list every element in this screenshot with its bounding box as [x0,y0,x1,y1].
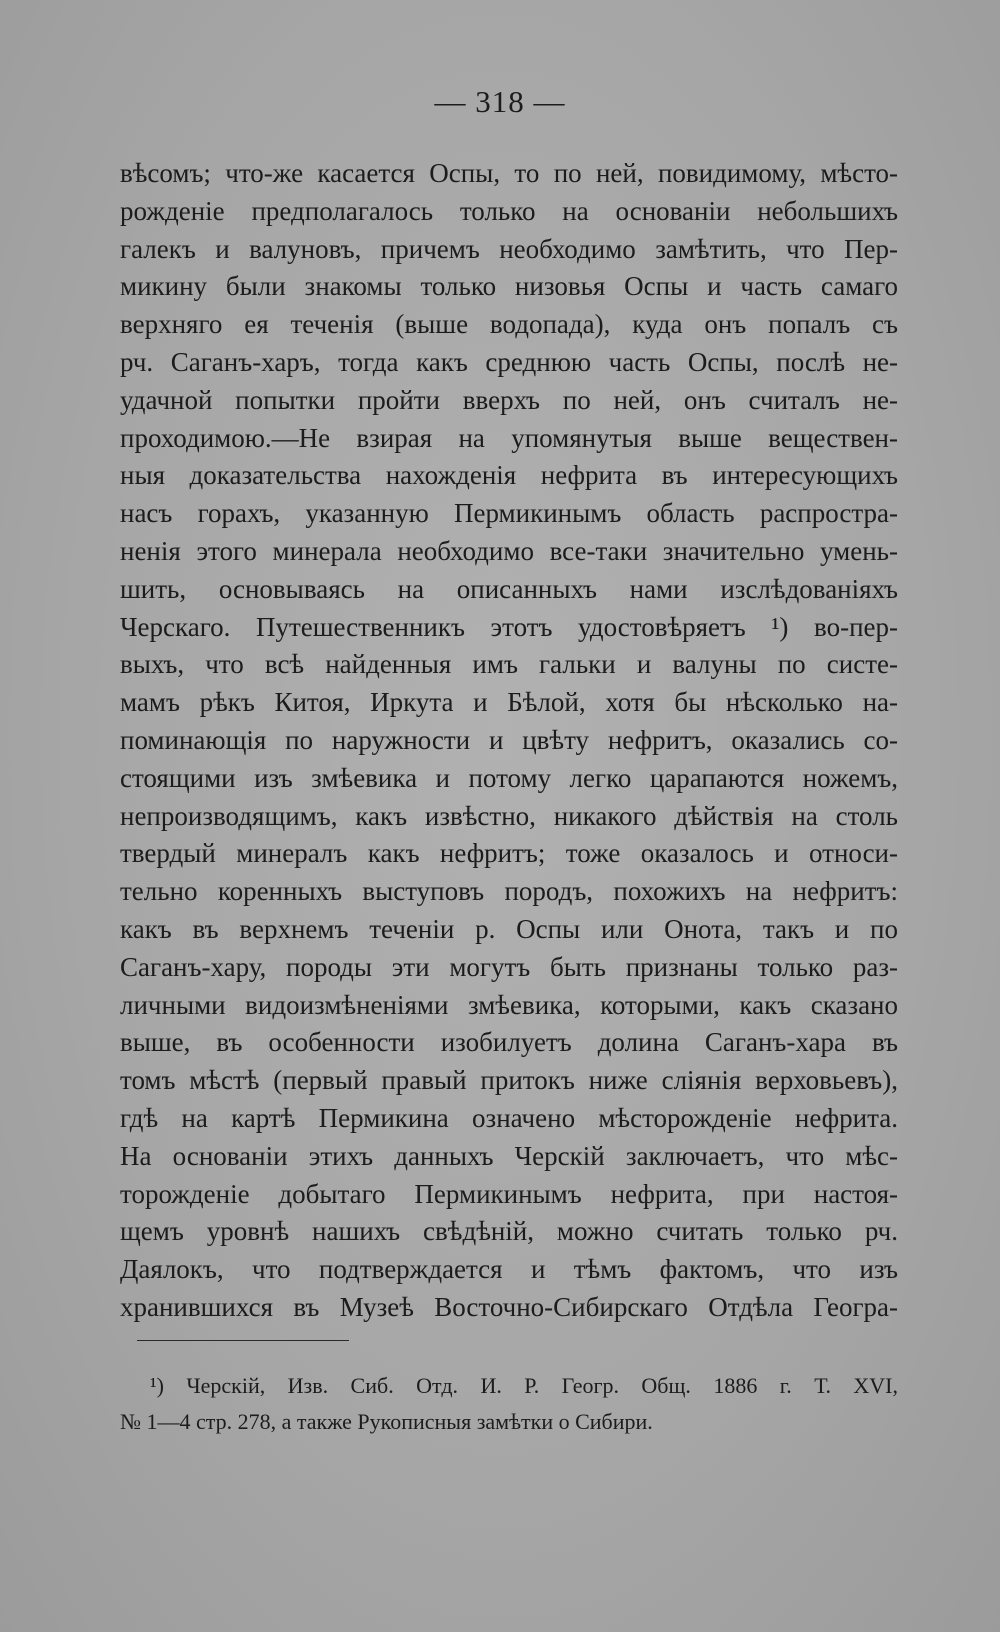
text-line: тельно коренныхъ выступовъ породъ, похожихъ на нефритъ: [120,876,898,907]
text-line: щемъ уровнѣ нашихъ свѣдѣній, можно считать только рч. [120,1216,898,1247]
text-line: Черскаго. Путешественникъ этотъ удостовѣряетъ ¹) во-пер- [120,611,898,642]
text-line: верхняго ея теченія (выше водопада), куда онъ попалъ съ [120,309,898,340]
text-line: томъ мѣстѣ (первый правый притокъ ниже сліянія верховьевъ), [120,1065,898,1096]
text-line: насъ горахъ, указанную Пермикинымъ область распростра- [120,498,898,529]
text-line: непроизводящимъ, какъ извѣстно, никакого дѣйствія на столь [120,800,898,831]
text-line: вѣсомъ; что-же касается Оспы, то по ней, повидимому, мѣсто- [120,158,898,188]
footnote-line: № 1—4 стр. 278, а также Рукописныя замѣтки о Сибири. [120,1409,653,1434]
text-line: На основаніи этихъ данныхъ Черскій заключаетъ, что мѣс- [120,1140,898,1171]
text-line: личными видоизмѣненіями змѣевика, которыми, какъ сказано [120,989,898,1020]
text-line: выхъ, что всѣ найденныя имъ гальки и валуны по систе- [120,649,898,680]
footnote [120,1368,898,1440]
text-line: рч. Саганъ-харъ, тогда какъ среднюю часть Оспы, послѣ не- [120,346,898,377]
page-number: — 318 — [434,84,566,119]
text-line: Саганъ-хару, породы эти могутъ быть признаны только раз- [120,951,898,982]
text-line: поминающія по наружности и цвѣту нефритъ, оказались со- [120,724,898,755]
text-line: микину были знакомы только низовья Оспы и часть самаго [120,271,898,302]
text-line: хранившихся въ Музеѣ Восточно-Сибирскаго Отдѣла Геогра- [120,1291,898,1322]
text-line: выше, въ особенности изобилуетъ долина Саганъ-хара въ [120,1027,898,1058]
text-line: проходимою.—Не взирая на упомянутыя выше веществен- [120,422,898,453]
text-line: торожденіе добытаго Пермикинымъ нефрита, при настоя- [120,1178,898,1209]
text-line: ныя доказательства нахожденія нефрита въ интересующихъ [120,460,898,491]
text-line: Даялокъ, что подтверждается и тѣмъ фактомъ, что изъ [120,1254,898,1285]
body-text [120,155,898,1327]
text-line: мамъ рѣкъ Китоя, Иркута и Бѣлой, хотя бы нѣсколько на- [120,687,898,718]
text-line: ненія этого минерала необходимо все-таки значительно умень- [120,535,898,566]
footnote-separator [137,1340,349,1341]
text-line: гдѣ на картѣ Пермикина означено мѣсторожденіе нефрита. [120,1102,898,1133]
text-line: твердый минералъ какъ нефритъ; тоже оказалось и относи- [120,838,898,869]
text-line: какъ въ верхнемъ теченіи р. Оспы или Онота, такъ и по [120,913,898,944]
footnote-line: ¹) Черскій, Изв. Сиб. Отд. И. Р. Геогр. Общ. 1886 г. Т. XVI, [150,1373,898,1398]
text-line: рожденіе предполагалось только на основаніи небольшихъ [120,195,898,226]
text-line: шить, основываясь на описанныхъ нами изслѣдованіяхъ [120,573,898,604]
text-line: удачной попытки пройти вверхъ по ней, онъ считалъ не- [120,384,898,415]
text-line: стоящими изъ змѣевика и потому легко царапаются ножемъ, [120,762,898,793]
text-line: галекъ и валуновъ, причемъ необходимо замѣтить, что Пер- [120,233,898,264]
